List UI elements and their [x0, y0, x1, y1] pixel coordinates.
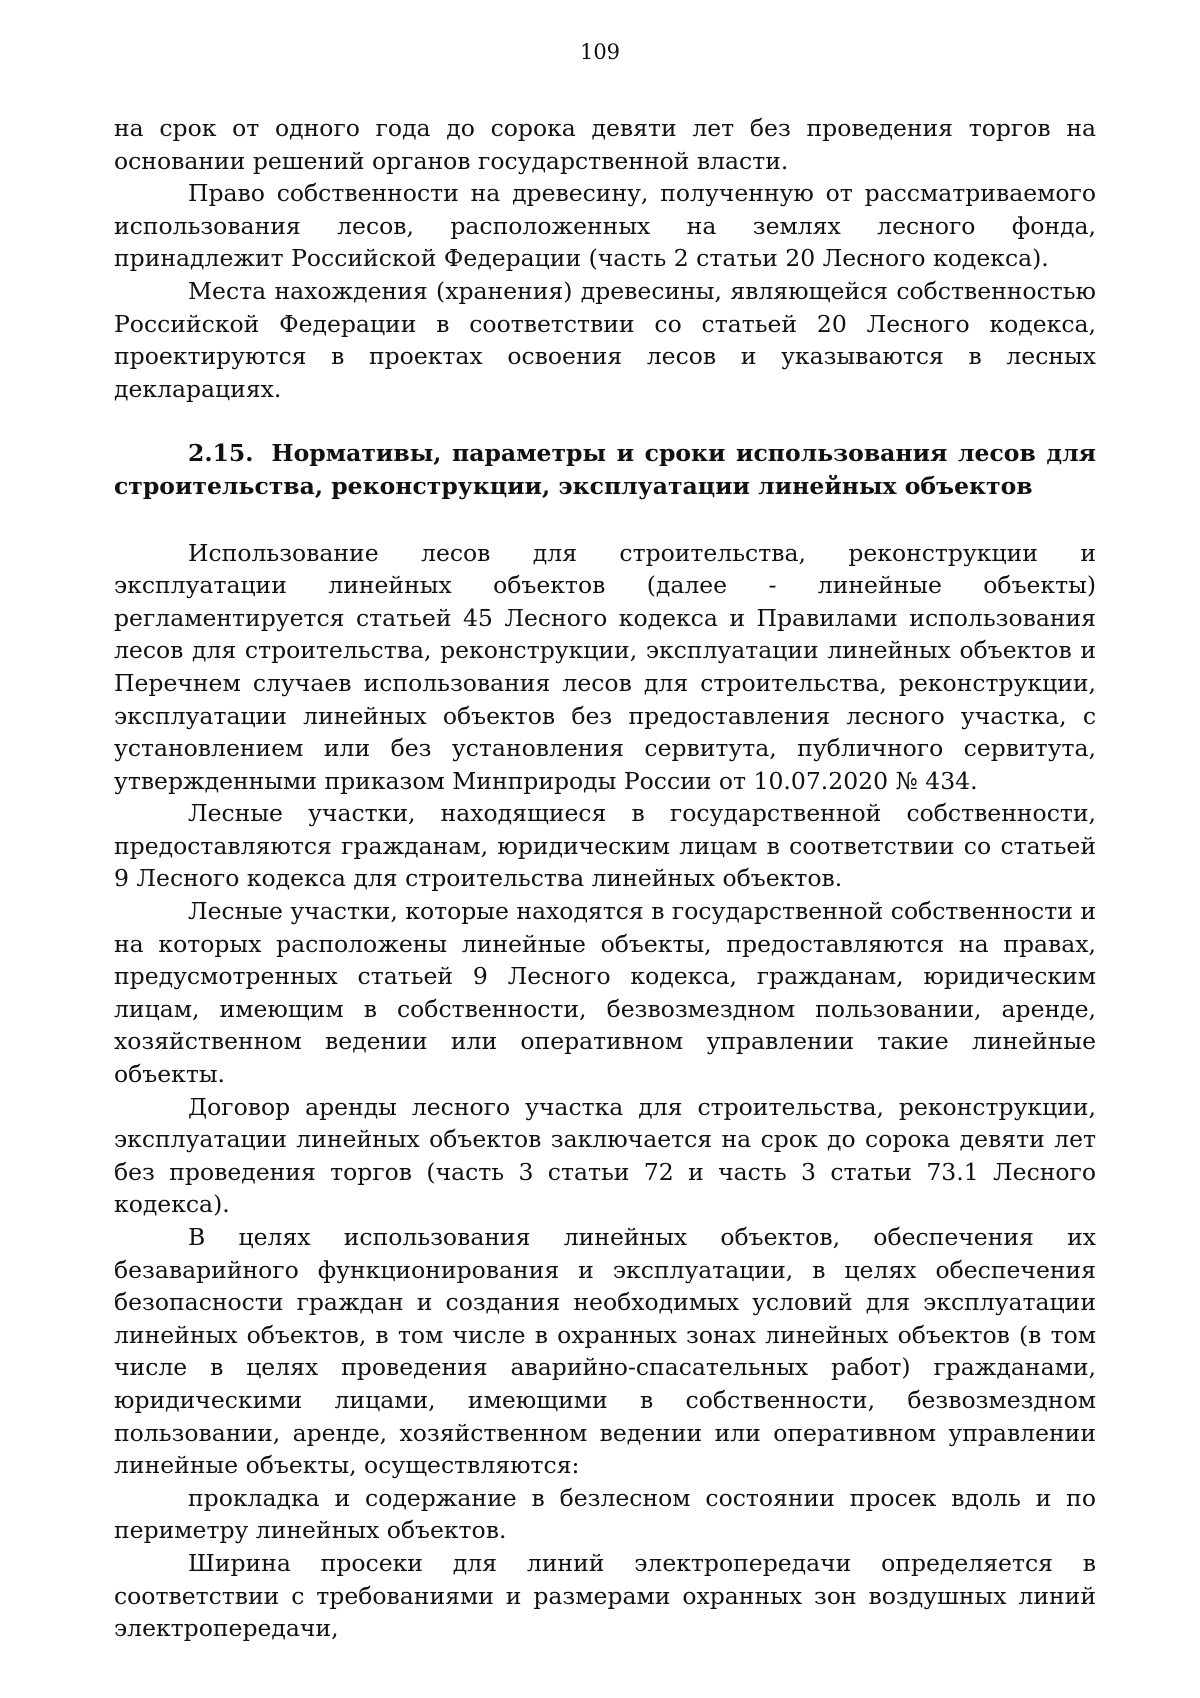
paragraph: прокладка и содержание в безлесном состоянии просек вдоль и по периметру линейных объектов.: [114, 1483, 1096, 1545]
section-title: Нормативы, параметры и сроки использования лесов для строительства, реконструкции, эксплуатации линейных объектов: [114, 439, 1096, 500]
paragraph-continuation: на срок от одного года до сорока девяти лет без проведения торгов на основании решений органов государственной власти.: [114, 114, 1096, 175]
section-heading: [114, 437, 1096, 502]
paragraph: В целях использования линейных объектов, обеспечения их безаварийного функционирования и эксплуатации, в целях обеспечения безопасности граждан и создания необходимых условий для эксплуатации линейных объектов, в том числе в охранных зонах линейных объектов (в том числе в целях проведения аварийно-спасательных работ) гражданами, юридическими лицами, имеющими в собственности, безвозмездном пользовании, аренде, хозяйственном ведении или оперативном управлении линейные объекты, осуществляются:: [114, 1223, 1096, 1480]
paragraph: Ширина просеки для линий электропередачи определяется в соответствии с требованиями и размерами охранных зон воздушных линий электропередачи,: [114, 1548, 1096, 1643]
paragraph: Лесные участки, которые находятся в государственной собственности и на которых расположены линейные объекты, предоставляются на правах, предусмотренных статьей 9 Лесного кодекса, гражданам, юридическим лицам, имеющим в собственности, безвозмездном пользовании, аренде, хозяйственном ведении или оперативном управлении такие линейные объекты.: [114, 897, 1096, 1089]
paragraph: Договор аренды лесного участка для строительства, реконструкции, эксплуатации линейных объектов заключается на срок до сорока девяти лет без проведения торгов (часть 3 статьи 72 и часть 3 статьи 73.1 Лесного кодекса).: [114, 1092, 1096, 1219]
paragraph: Места нахождения (хранения) древесины, являющейся собственностью Российской Федерации в соответствии со статьей 20 Лесного кодекса, проектируются в проектах освоения лесов и указываются в лесных декларациях.: [114, 276, 1096, 403]
paragraph: Лесные участки, находящиеся в государственной собственности, предоставляются гражданам, юридическим лицам в соответствии со статьей 9 Лесного кодекса для строительства линейных объектов.: [114, 799, 1096, 893]
paragraph: Право собственности на древесину, полученную от рассматриваемого использования лесов, расположенных на землях лесного фонда, принадлежит Российской Федерации (часть 2 статьи 20 Лесного кодекса).: [114, 179, 1096, 273]
paragraph: Использование лесов для строительства, реконструкции и эксплуатации линейных объектов (далее - линейные объекты) регламентируется статьей 45 Лесного кодекса и Правилами использования лесов для строительства, реконструкции, эксплуатации линейных объектов и Перечнем случаев использования лесов для строительства, реконструкции, эксплуатации линейных объектов без предоставления лесного участка, с установлением или без установления сервитута, публичного сервитута, утвержденными приказом Минприроды России от 10.07.2020 № 434.: [114, 538, 1096, 795]
page-content: [114, 112, 1096, 1645]
page-number: 109: [579, 40, 621, 64]
section-number: 2.15.: [188, 439, 254, 468]
